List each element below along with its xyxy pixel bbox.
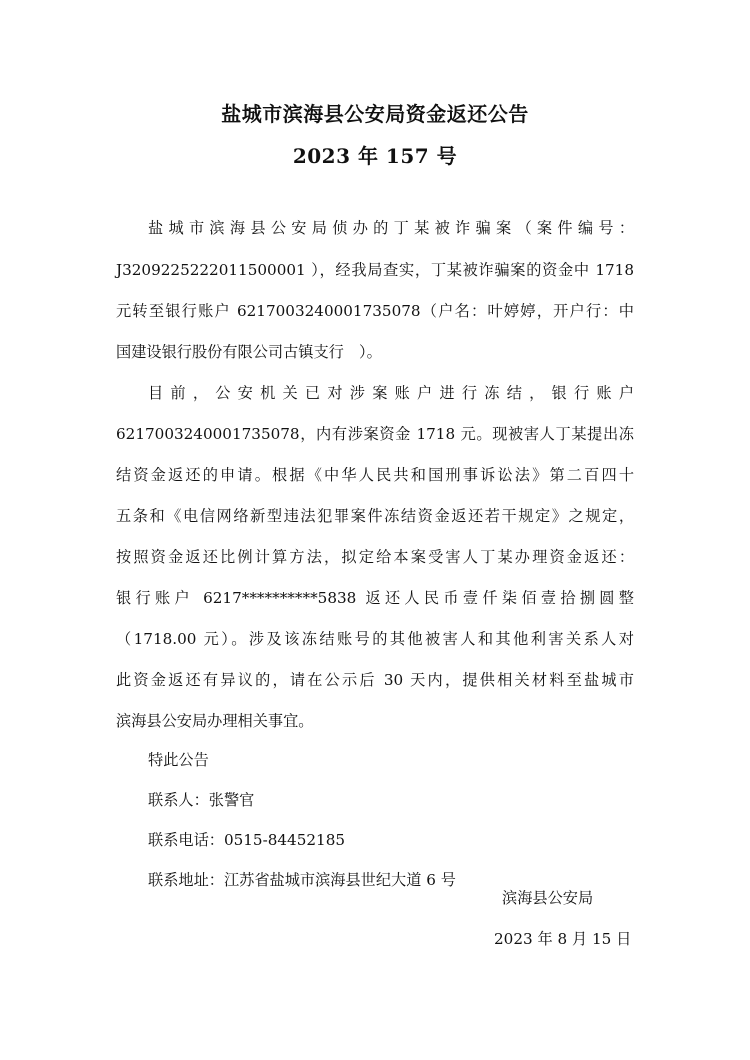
paragraph2-line5: 按照资金返还比例计算方法，拟定给本案受害人丁某办理资金返还：	[116, 548, 634, 566]
document-number: 2023 年 157 号	[292, 144, 458, 168]
contact-address: 联系地址：江苏省盐城市滨海县世纪大道 6 号	[148, 871, 456, 889]
contact-person: 联系人：张警官	[148, 791, 255, 809]
paragraph1-line4: 国建设银行股份有限公司古镇支行 ）。	[116, 343, 382, 361]
paragraph2-line1: 目前，公安机关已对涉案账户进行冻结，银行账户	[148, 384, 634, 402]
signature-organization: 滨海县公安局	[502, 889, 594, 907]
paragraph2-line9: 滨海县公安局办理相关事宜。	[116, 712, 314, 730]
paragraph2-line7: （1718.00 元）。涉及该冻结账号的其他被害人和其他利害关系人对	[116, 630, 634, 648]
paragraph2-line6: 银行账户 6217**********5838 返还人民币壹仟柒佰壹拾捌圆整	[116, 589, 634, 607]
closing-text: 特此公告	[148, 751, 209, 769]
paragraph2-line2: 6217003240001735078，内有涉案资金 1718 元。现被害人丁某提出冻	[116, 425, 634, 443]
paragraph2-line8: 此资金返还有异议的，请在公示后 30 天内，提供相关材料至盐城市	[116, 671, 634, 689]
paragraph1-line2: J3209225222011500001 ），经我局查实，丁某被诈骗案的资金中 1718	[116, 261, 634, 279]
document-title: 盐城市滨海县公安局资金返还公告	[221, 102, 529, 126]
contact-phone: 联系电话：0515-84452185	[148, 831, 346, 849]
paragraph2-line3: 结资金返还的申请。根据《中华人民共和国刑事诉讼法》第二百四十	[116, 466, 634, 484]
paragraph1-line1: 盐城市滨海县公安局侦办的丁某被诈骗案（案件编号：	[148, 219, 634, 237]
paragraph1-line3: 元转至银行账户 6217003240001735078（户名：叶婷婷，开户行：中	[116, 302, 634, 320]
paragraph2-line4: 五条和《电信网络新型违法犯罪案件冻结资金返还若干规定》之规定，	[116, 507, 634, 525]
signature-date: 2023 年 8 月 15 日	[494, 930, 632, 948]
